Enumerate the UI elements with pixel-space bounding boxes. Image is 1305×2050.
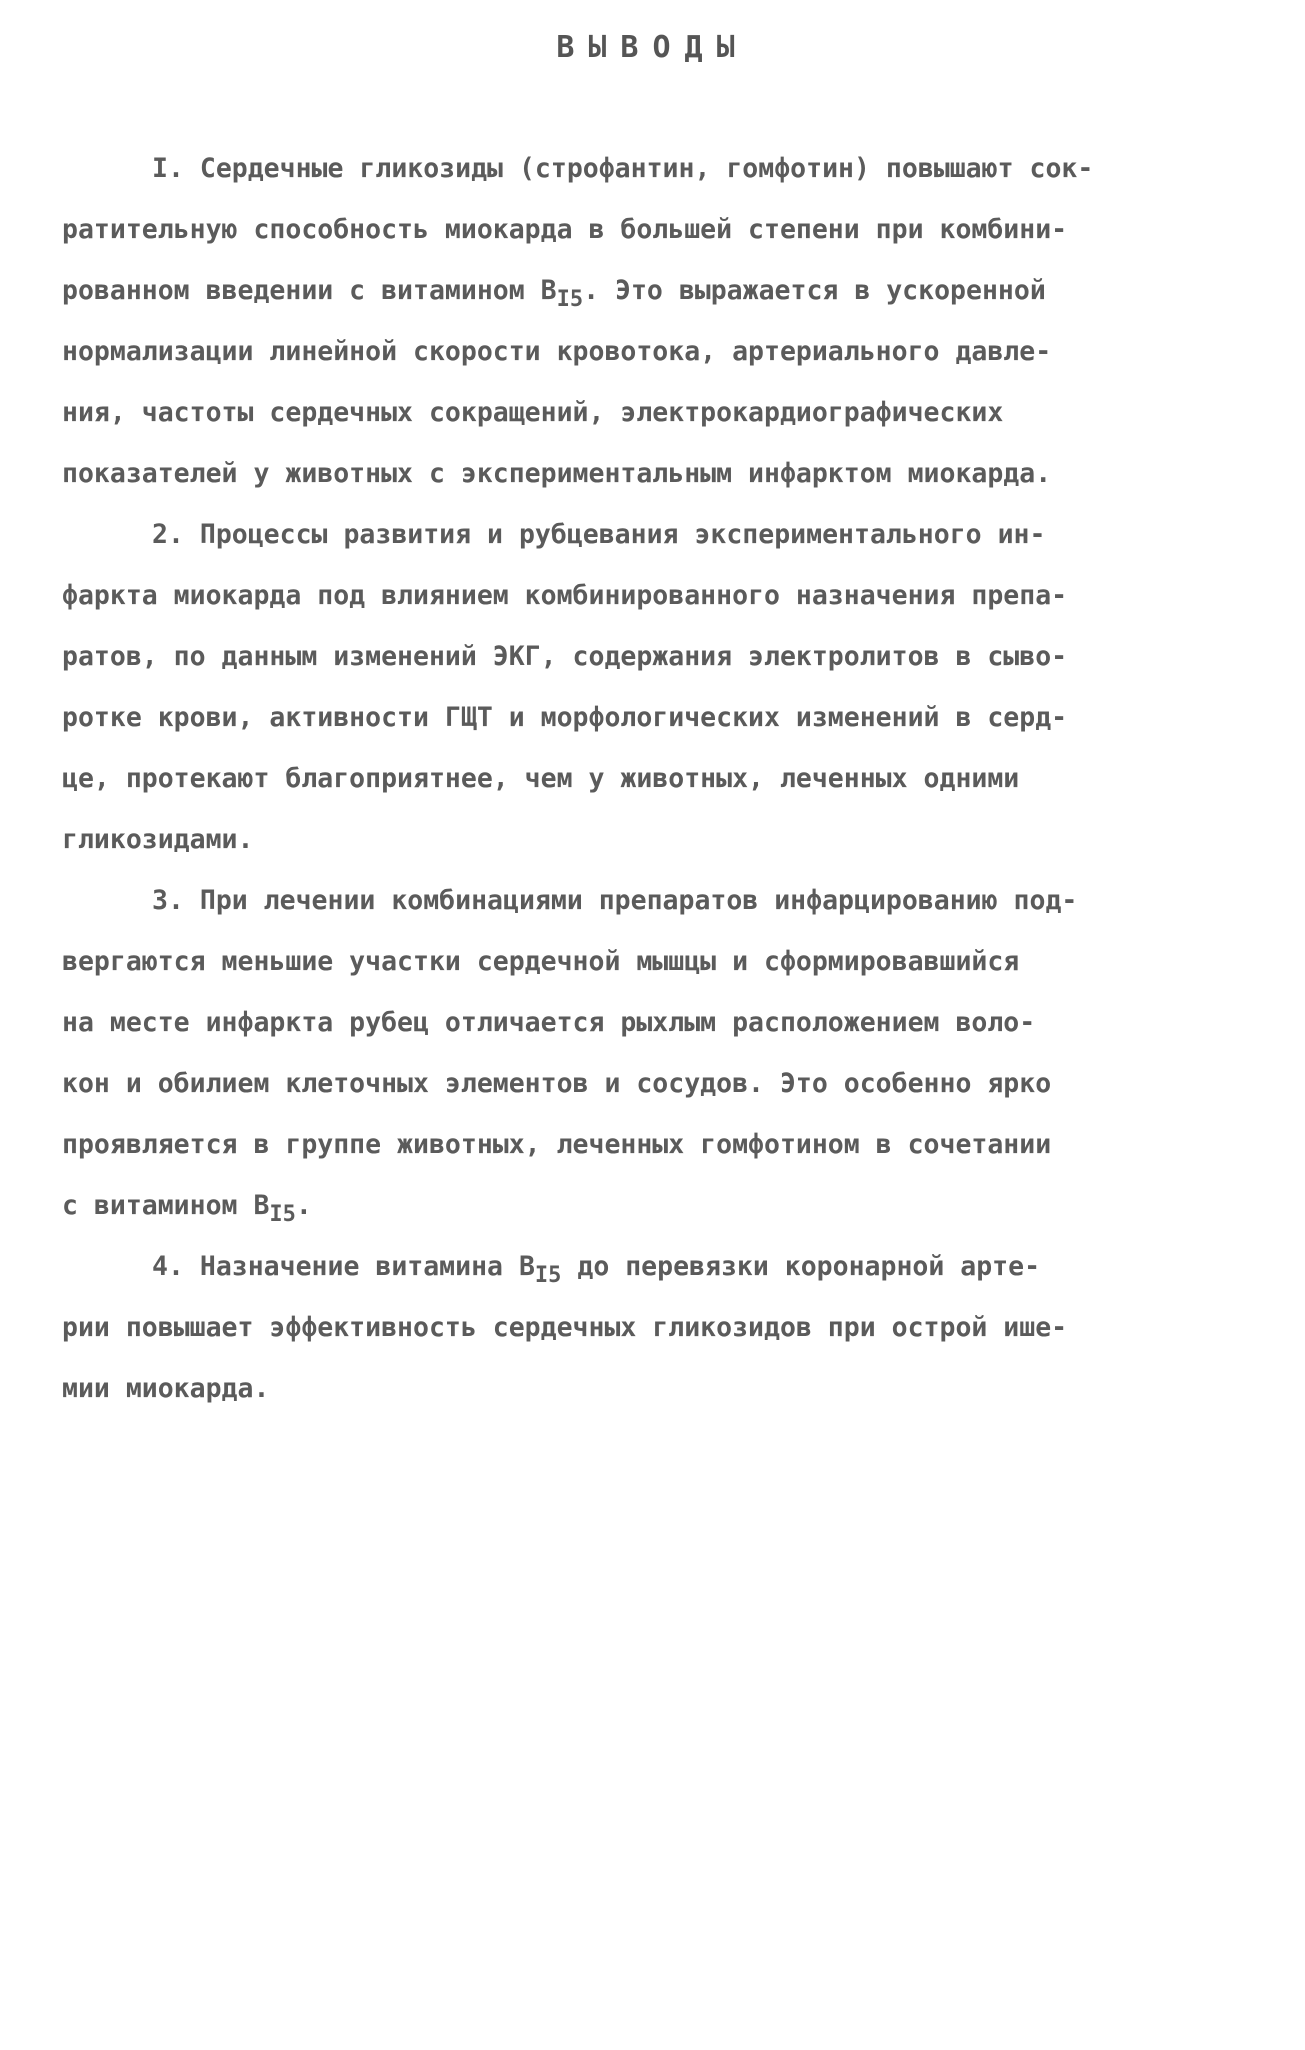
conclusion-4: [62, 1236, 1252, 1419]
text-line: ратов, по данным изменений ЭКГ, содержания электролитов в сыво-: [62, 641, 1068, 672]
text-fragment: с витамином В: [62, 1190, 270, 1221]
text-fragment: .: [295, 1190, 312, 1221]
text-line: ратительную способность миокарда в большей степени при комбини-: [62, 214, 1068, 245]
text-line: нормализации линейной скорости кровотока, артериального давле-: [62, 336, 1052, 367]
text-fragment: 4. Назначение витамина В: [152, 1251, 535, 1282]
text-line: I. Сердечные гликозиды (строфантин, гомфотин) повышают сок-: [152, 153, 1094, 184]
text-line: [62, 260, 1252, 321]
conclusions-body: [62, 138, 1252, 1419]
text-line: це, протекают благоприятнее, чем у животных, леченных одними: [62, 763, 1020, 794]
text-line: проявляется в группе животных, леченных гомфотином в сочетании: [62, 1129, 1052, 1160]
text-line: показателей у животных с экспериментальным инфарктом миокарда.: [62, 458, 1052, 489]
text-line: 3. При лечении комбинациями препаратов инфарцированию под-: [152, 885, 1078, 916]
subscript: I5: [556, 287, 584, 312]
text-line: [62, 1175, 1252, 1236]
conclusion-3: [62, 870, 1252, 1236]
page-title: ВЫВОДЫ: [556, 30, 749, 65]
conclusion-1: [62, 138, 1252, 504]
subscript: I5: [269, 1202, 296, 1227]
text-line: вергаются меньшие участки сердечной мышцы и сформировавшийся: [62, 946, 1020, 977]
text-line: кон и обилием клеточных элементов и сосудов. Это особенно ярко: [62, 1068, 1052, 1099]
text-line: на месте инфаркта рубец отличается рыхлым расположением воло-: [62, 1007, 1036, 1038]
text-fragment: рованном введении с витамином В: [62, 275, 557, 306]
text-line: рии повышает эффективность сердечных гликозидов при острой ише-: [62, 1312, 1068, 1343]
text-fragment: до перевязки коронарной арте-: [561, 1251, 1041, 1282]
text-line: фаркта миокарда под влиянием комбинированного назначения препа-: [62, 580, 1068, 611]
text-line: 2. Процессы развития и рубцевания экспериментального ин-: [152, 519, 1046, 550]
text-fragment: . Это выражается в ускоренной: [583, 275, 1046, 306]
text-line: гликозидами.: [62, 824, 254, 855]
subscript: I5: [534, 1263, 562, 1288]
text-line: [62, 1236, 1252, 1297]
conclusion-2: [62, 504, 1252, 870]
text-line: ротке крови, активности ГЩТ и морфологических изменений в серд-: [62, 702, 1068, 733]
text-line: ния, частоты сердечных сокращений, электрокардиографических: [62, 397, 1004, 428]
text-line: мии миокарда.: [62, 1373, 270, 1404]
